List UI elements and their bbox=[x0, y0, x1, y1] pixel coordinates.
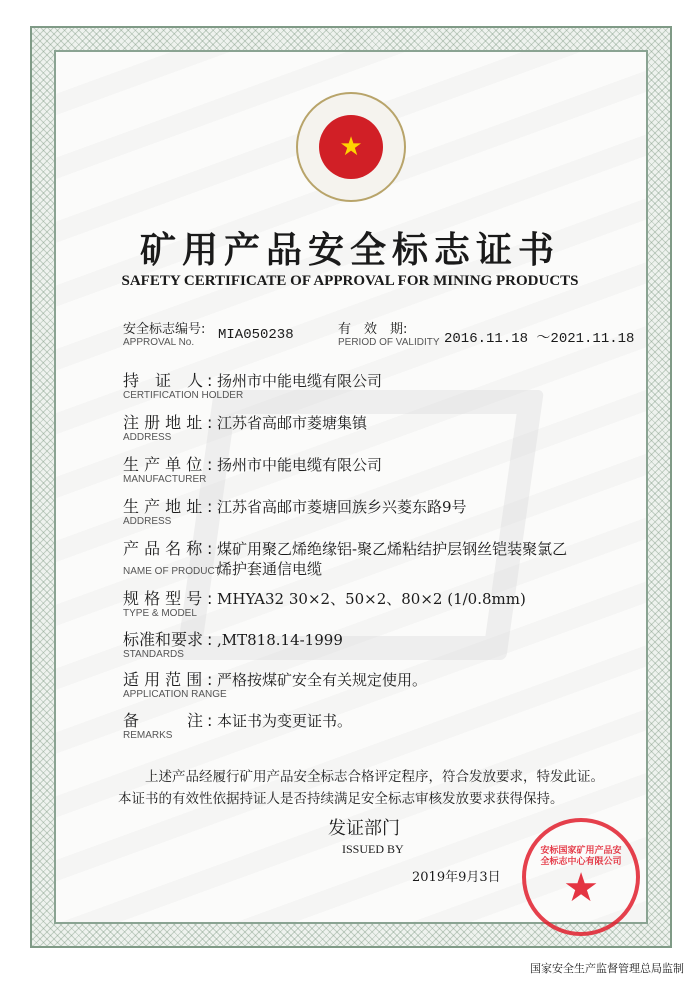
field-colon: : bbox=[207, 630, 213, 649]
field-colon: : bbox=[207, 670, 213, 689]
field-value: 煤矿用聚乙烯绝缘铝-聚乙烯粘结护层钢丝铠装聚氯乙 bbox=[217, 540, 568, 558]
field-value: 江苏省高邮市菱塘集镇 bbox=[217, 414, 368, 432]
field-colon: : bbox=[207, 371, 213, 390]
official-seal bbox=[522, 818, 640, 936]
seal-text: 安标国家矿用产品安全标志中心有限公司 bbox=[540, 846, 622, 867]
star-icon: ★ bbox=[319, 115, 383, 179]
validity-label-en: PERIOD OF VALIDITY bbox=[338, 337, 440, 348]
field-label-en: ADDRESS bbox=[123, 516, 172, 527]
field-label-en: NAME OF PRODUCT bbox=[123, 566, 221, 577]
field-row bbox=[123, 586, 623, 624]
statement-paragraph: 上述产品经履行矿用产品安全标志合格评定程序，符合发放要求，特发此证。本证书的有效性依据持证人是否持续满足安全标志审核发放要求获得保持。 bbox=[118, 769, 604, 807]
field-label-en: TYPE & MODEL bbox=[123, 608, 197, 619]
field-value: 本证书为变更证书。 bbox=[217, 712, 353, 730]
field-label-en: REMARKS bbox=[123, 730, 173, 741]
state-emblem-logo bbox=[296, 92, 406, 202]
field-colon: : bbox=[207, 455, 213, 474]
field-row bbox=[123, 494, 623, 532]
field-label-en: ADDRESS bbox=[123, 432, 172, 443]
field-label: 备 注 bbox=[123, 711, 204, 730]
field-row bbox=[123, 452, 623, 490]
field-label: 注 册 地 址 bbox=[123, 413, 203, 432]
field-value: MHYA32 30×2、50×2、80×2 (1/0.8mm) bbox=[217, 590, 526, 608]
field-label: 生 产 地 址 bbox=[123, 497, 203, 516]
issue-date: 2019年9月3日 bbox=[412, 870, 501, 885]
field-row bbox=[123, 708, 623, 746]
field-label: 持 证 人 bbox=[123, 371, 204, 390]
field-colon: : bbox=[207, 711, 213, 730]
field-label-en: MANUFACTURER bbox=[123, 474, 207, 485]
field-colon: : bbox=[207, 589, 213, 608]
field-value: 扬州市中能电缆有限公司 bbox=[217, 372, 383, 390]
field-colon: : bbox=[207, 497, 213, 516]
field-label: 适 用 范 围 bbox=[123, 670, 203, 689]
approval-label-en: APPROVAL No. bbox=[123, 337, 195, 348]
field-value-cont: 烯护套通信电缆 bbox=[217, 560, 323, 578]
field-value: 江苏省高邮市菱塘回族乡兴菱东路9号 bbox=[217, 498, 467, 516]
issued-by-label: 发证部门 bbox=[328, 818, 400, 839]
field-row bbox=[123, 368, 623, 406]
field-label: 规 格 型 号 bbox=[123, 589, 203, 608]
field-row bbox=[123, 536, 623, 578]
field-row bbox=[123, 627, 623, 665]
field-colon: : bbox=[207, 539, 213, 558]
star-icon: ★ bbox=[563, 865, 599, 911]
certificate-subtitle: SAFETY CERTIFICATE OF APPROVAL FOR MINING PRODUCTS bbox=[121, 273, 579, 289]
field-value: 严格按煤矿安全有关规定使用。 bbox=[217, 671, 428, 689]
field-label: 生 产 单 位 bbox=[123, 455, 203, 474]
certificate-title: 矿用产品安全标志证书 bbox=[139, 229, 560, 271]
field-colon: : bbox=[207, 413, 213, 432]
approval-number: MIA050238 bbox=[218, 327, 294, 343]
field-value: ,MT818.14-1999 bbox=[217, 631, 343, 649]
field-row bbox=[123, 410, 623, 448]
field-value: 扬州市中能电缆有限公司 bbox=[217, 456, 383, 474]
footer-note: 国家安全生产监督管理总局监制 bbox=[530, 962, 684, 975]
validity-period: 2016.11.18 ～2021.11.18 bbox=[444, 331, 635, 347]
field-label-en: APPLICATION RANGE bbox=[123, 689, 227, 700]
field-label: 标准和要求 bbox=[123, 630, 204, 649]
issued-by-label-en: ISSUED BY bbox=[342, 842, 404, 856]
field-label: 产 品 名 称 bbox=[123, 539, 203, 558]
field-label-en: CERTIFICATION HOLDER bbox=[123, 390, 244, 401]
approval-label: 安全标志编号: bbox=[123, 322, 206, 337]
field-row bbox=[123, 667, 623, 705]
field-label-en: STANDARDS bbox=[123, 649, 184, 660]
validity-label: 有 效 期: bbox=[338, 322, 408, 337]
